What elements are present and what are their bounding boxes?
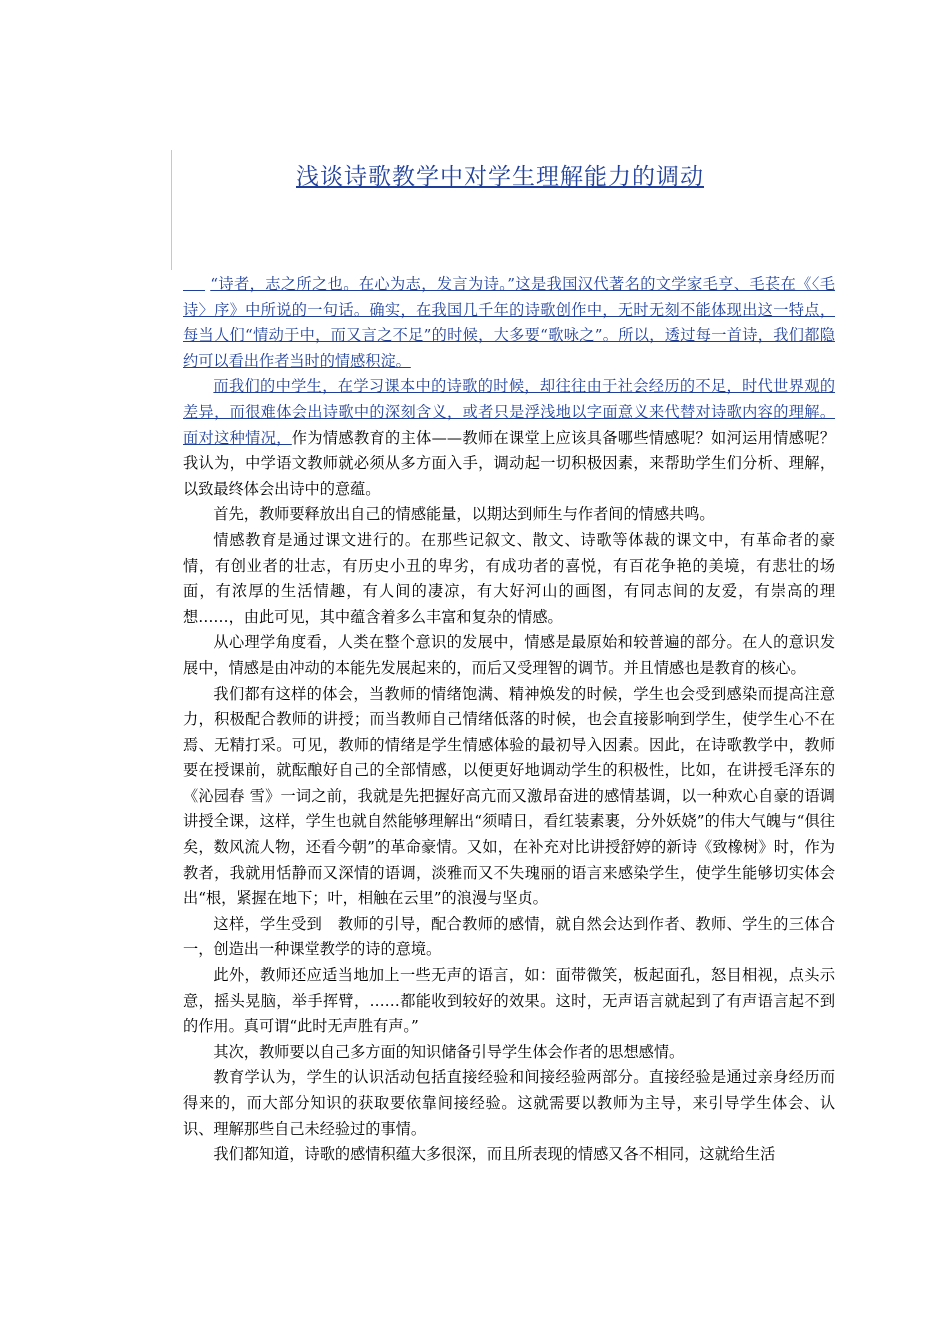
paragraph-text: 作为情感教育的主体——教师在课堂上应该具备哪些情感呢？如河运用情感呢？我认为，中学语文教师就必须从多方面入手，调动起一切积极因素，来帮助学生们分析、理解，以致最终体会出诗中的意蕴。 (183, 428, 836, 498)
hyperlink-text[interactable]: “诗者，志之所之也。在心为志，发言为诗。”这是我国汉代著名的文学家毛亨、毛苌在《〈毛诗〉序》中所说的一句话。确实，在我国几千年的诗歌创作中，无时无刻不能体现出这一特点，每当人们“情动于中，而又言之不足”的时候，大多要“歌咏之”。所以，透过每一首诗，我们都隐约可以看出作者当时的情感积淀。 (183, 275, 835, 370)
paragraph: 我们都有这样的体会，当教师的情绪饱满、精神焕发的时候，学生也会受到感染而提高注意力，积极配合教师的讲授；而当教师自己情绪低落的时候，也会直接影响到学生，使学生心不在焉、无精打采。可见，教师的情绪是学生情感体验的最初导入因素。因此，在诗歌教学中，教师要在授课前，就酝酿好自己的全部情感，以便更好地调动学生的积极性，比如，在讲授毛泽东的《沁园春 雪》一词之前，我就是先把握好高亢而又激昂奋进的感情基调，以一种欢心自豪的语调讲授全课，这样，学生也就自然能够理解出“须晴日，看红装素裹，分外妖娆”的伟大气魄与“俱往矣，数风流人物，还看今朝”的革命豪情。又如，在补充对比讲授舒婷的新诗《致橡树》时，作为教者，我就用恬静而又深情的语调，淡雅而又不失瑰丽的语言来感染学生，使学生能够切实体会出“根，紧握在地下；叶，相触在云里”的浪漫与坚贞。 (183, 684, 835, 908)
paragraph: 从心理学角度看，人类在整个意识的发展中，情感是最原始和较普遍的部分。在人的意识发展中，情感是由冲动的本能先发展起来的，而后又受理智的调节。并且情感也是教育的核心。 (183, 633, 835, 677)
paragraph (183, 374, 835, 502)
paragraph: 首先，教师要释放出自己的情感能量，以期达到师生与作者间的情感共鸣。 (213, 505, 715, 524)
paragraph: 此外，教师还应适当地加上一些无声的语言，如：面带微笑，板起面孔，怒目相视，点头示意，摇头晃脑，举手挥臂，……都能收到较好的效果。这时，无声语言就起到了有声语言起不到的作用。真可谓“此时无声胜有声。” (183, 966, 835, 1036)
paragraph: 我们都知道，诗歌的感情积蕴大多很深，而且所表现的情感又各不相同，这就给生活 (213, 1145, 776, 1164)
document-body (183, 272, 835, 1168)
paragraph (183, 272, 835, 374)
hyperlink-text[interactable]: 而我们的中学生，在学习课本中的诗歌的时候，却往往由于社会经历的不足，时代世界观的差异，而很难体会出诗歌中的深刻含义，或者只是浮浅地以字面意义来代替对诗歌内容的理解。面对这种情况， (183, 377, 835, 447)
paragraph: 这样，学生受到 教师的引导，配合教师的感情，就自然会达到作者、教师、学生的三体合一，创造出一种课堂教学的诗的意境。 (183, 914, 835, 959)
leading-underline (183, 275, 205, 291)
margin-guide-line (171, 150, 172, 270)
paragraph: 情感教育是通过课文进行的。在那些记叙文、散文、诗歌等体裁的课文中，有革命者的豪情，有创业者的壮志，有历史小丑的卑劣，有成功者的喜悦，有百花争艳的美境，有悲壮的场面，有浓厚的生活情趣，有人间的凄凉，有大好河山的画图，有同志间的友爱，有崇高的理想……，由此可见，其中蕴含着多么丰富和复杂的情感。 (183, 530, 835, 626)
document-title[interactable]: 浅谈诗歌教学中对学生理解能力的调动 (296, 164, 704, 190)
paragraph: 其次，教师要以自己多方面的知识储备引导学生体会作者的思想感情。 (213, 1042, 685, 1061)
paragraph: 教育学认为，学生的认识活动包括直接经验和间接经验两部分。直接经验是通过亲身经历而得来的，而大部分知识的获取要依靠间接经验。这就需要以教师为主导，来引导学生体会、认识、理解那些自己未经验过的事情。 (183, 1068, 835, 1138)
